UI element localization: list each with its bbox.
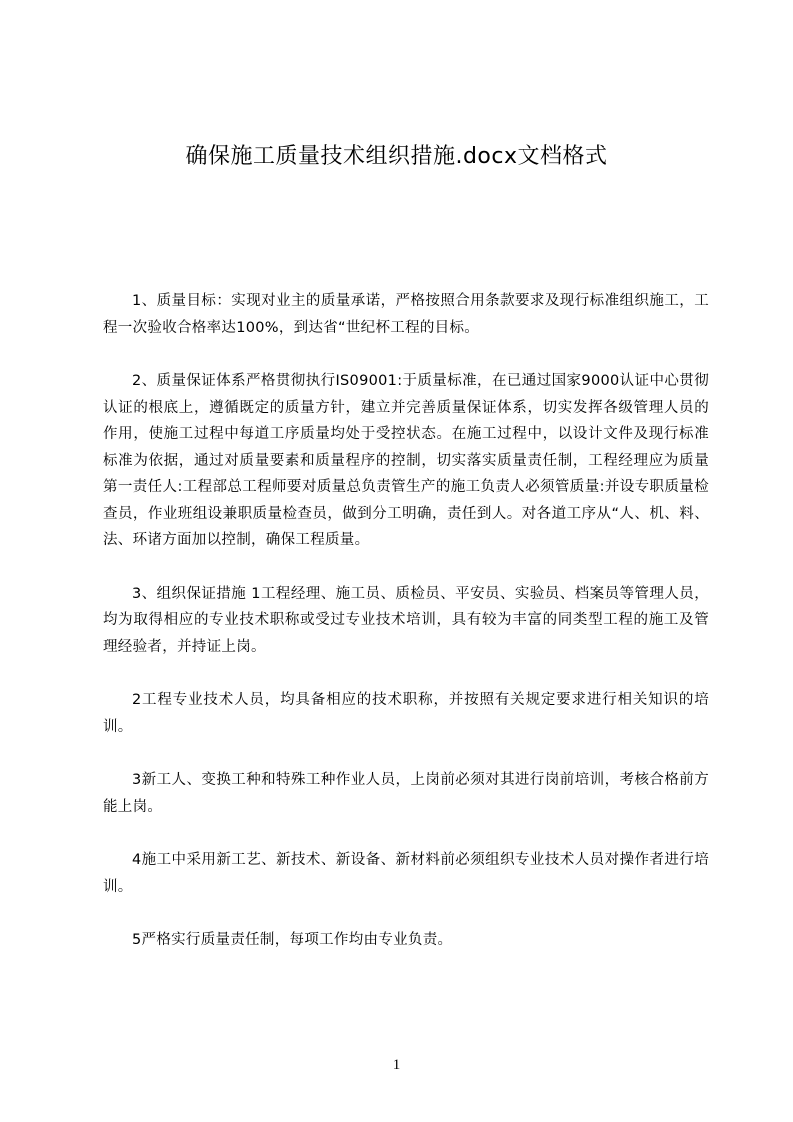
document-title: 确保施工质量技术组织措施.docx文档格式 — [185, 144, 608, 169]
document-body — [103, 288, 709, 954]
paragraph-organization-measures: 3、组织保证措施 1工程经理、施工员、质检员、平安员、实验员、档案员等管理人员，均为取得相应的专业技术职称或受过专业技术培训，具有较为丰富的同类型工程的施工及管理经验者，并持证上岗。 — [103, 585, 709, 655]
page-number: 1 — [392, 1057, 401, 1073]
paragraph-quality-responsibility: 5严格实行质量责任制，每项工作均由专业负责。 — [132, 932, 453, 948]
paragraph-new-workers: 3新工人、变换工种和特殊工种作业人员，上岗前必须对其进行岗前培训，考核合格前方能上岗。 — [103, 772, 709, 815]
paragraph-new-technology-training: 4施工中采用新工艺、新技术、新设备、新材料前必须组织专业技术人员对操作者进行培训。 — [103, 852, 709, 895]
paragraph-quality-goal: 1、质量目标：实现对业主的质量承诺，严格按照合用条款要求及现行标准组织施工，工程一次验收合格率达100%，到达省“世纪杯工程的目标。 — [103, 293, 709, 336]
paragraph-quality-system: 2、质量保证体系严格贯彻执行IS09001:于质量标准，在已通过国家9000认证中心贯彻认证的根底上，遵循既定的质量方针，建立并完善质量保证体系，切实发挥各级管理人员的作用，使施工过程中每道工序质量均处于受控状态。在施工过程中，以设计文件及现行标准标准为依据，通过对质量要素和质量程序的控制，切实落实质量责任制，工程经理应为质量第一责任人:工程部总工程师要对质量总负责管生产的施工负责人必须管质量:并设专职质量检查员，作业班组设兼职质量检查员，做到分工明确，责任到人。对各道工序从“人、机、料、法、环诸方面加以控制，确保工程质量。 — [103, 373, 709, 548]
paragraph-technical-staff: 2工程专业技术人员，均具备相应的技术职称，并按照有关规定要求进行相关知识的培训。 — [103, 692, 709, 735]
